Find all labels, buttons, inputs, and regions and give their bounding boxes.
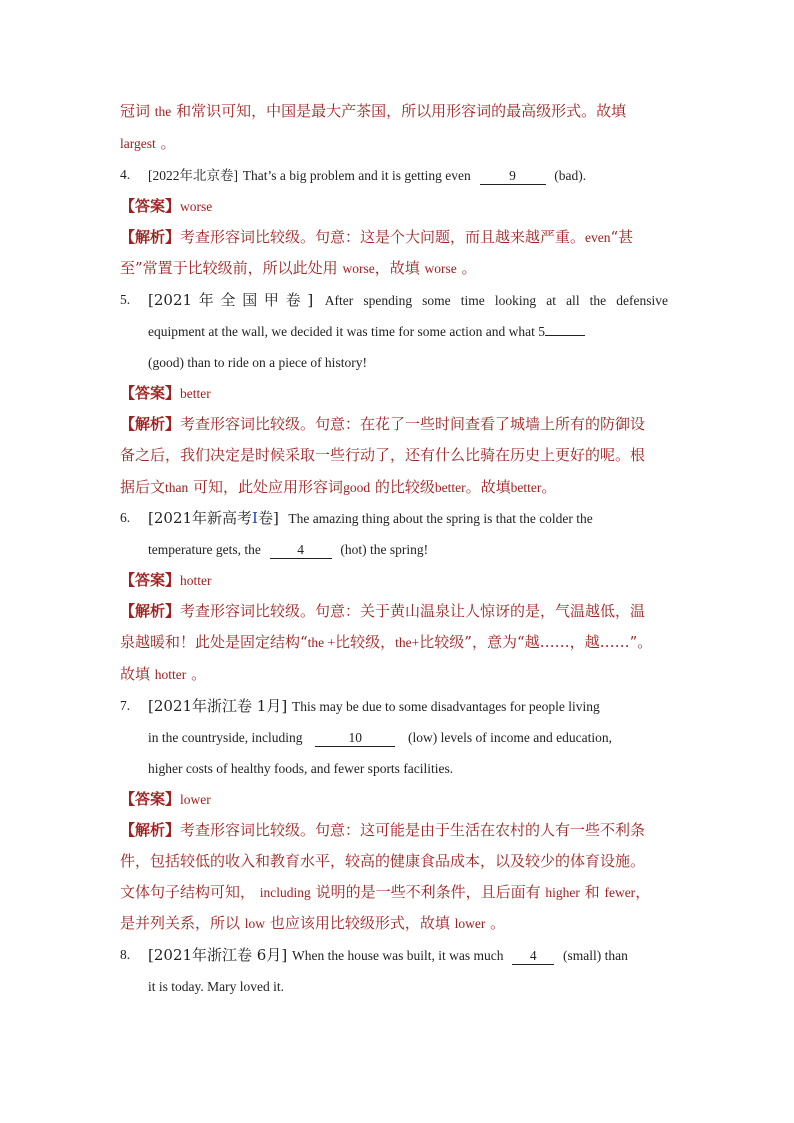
explanation-7-cont: 是并列关系，所以 low 也应该用比较级形式，故填 lower 。 xyxy=(120,914,506,932)
question-number: 7. xyxy=(120,698,131,713)
explanation-7-cont: 件，包括较低的收入和教育水平，较高的健康食品成本，以及较少的体育设施。 xyxy=(120,852,646,870)
question-8: [2021年浙江卷 6月] When the house was built, it was much 4 (small) than xyxy=(148,946,628,964)
question-source: [2022年北京卷] xyxy=(148,168,238,183)
answer-blank: 4 xyxy=(270,542,332,559)
question-6: [2021年新高考Ⅰ卷] The amazing thing about the spring is that the colder the xyxy=(148,509,593,527)
explanation-5: 【解析】考查形容词比较级。句意：在花了一些时间查看了城墙上所有的防御设 xyxy=(120,415,646,433)
question-4: [2022年北京卷] That’s a big problem and it is getting even 9 (bad). xyxy=(148,168,587,183)
question-source: [2021年浙江卷 6月] xyxy=(148,946,288,964)
answer-6: 【答案】hotter xyxy=(120,571,212,589)
explanation-5-cont: 备之后，我们决定是时候采取一些行动了，还有什么比骑在历史上更好的呢。根 xyxy=(120,446,646,464)
question-7-line3: higher costs of healthy foods, and fewer sports facilities. xyxy=(148,761,454,776)
question-number: 8. xyxy=(120,947,131,962)
question-number: 6. xyxy=(120,510,131,525)
question-number: 4. xyxy=(120,167,131,182)
question-source: [2021年全国甲卷] xyxy=(148,291,314,309)
answer-blank: 10 xyxy=(315,730,395,747)
answer-4: 【答案】worse xyxy=(120,197,213,215)
answer-7: 【答案】lower xyxy=(120,790,211,808)
answer-5: 【答案】better xyxy=(120,384,211,402)
question-5: [2021年全国甲卷] After spending some time looking at all the defensive xyxy=(148,291,668,309)
explanation-4: 【解析】考查形容词比较级。句意：这是个大问题，而且越来越严重。even“甚 xyxy=(120,228,634,246)
question-6-line2: temperature gets, the 4 (hot) the spring! xyxy=(148,542,429,557)
explanation-7-cont: 文体句子结构可知， including 说明的是一些不利条件，且后面有 higher 和 fewer， xyxy=(120,883,651,901)
question-source: [2021年新高考Ⅰ卷] xyxy=(148,509,279,527)
explanation-6: 【解析】考查形容词比较级。句意：关于黄山温泉让人惊讶的是，气温越低，温 xyxy=(120,602,646,620)
explanation-7: 【解析】考查形容词比较级。句意：这可能是由于生活在农村的人有一些不利条 xyxy=(120,821,646,839)
answer-blank: 9 xyxy=(480,168,546,185)
question-8-line2: it is today. Mary loved it. xyxy=(148,979,284,994)
explanation-6-cont: 故填 hotter 。 xyxy=(120,665,207,683)
explanation-continuation: largest 。 xyxy=(120,134,176,152)
explanation-6-cont: 泉越暖和！此处是固定结构“the +比较级，the+比较级”，意为“越……，越……”。 xyxy=(120,633,653,651)
question-number: 5. xyxy=(120,292,131,307)
explanation-4-cont: 至”常置于比较级前，所以此处用 worse，故填 worse 。 xyxy=(120,259,477,277)
question-5-line3: (good) than to ride on a piece of history! xyxy=(148,355,367,370)
answer-blank xyxy=(545,335,585,336)
question-7-line2: in the countryside, including 10 (low) levels of income and education, xyxy=(148,730,612,745)
explanation-5-cont: 据后文than 可知，此处应用形容词good 的比较级better。故填better。 xyxy=(120,478,557,496)
question-5-line2: equipment at the wall, we decided it was time for some action and what 5 xyxy=(148,321,678,342)
explanation-continuation: 冠词 the 和常识可知，中国是最大产茶国，所以用形容词的最高级形式。故填 xyxy=(120,102,627,120)
answer-blank: 4 xyxy=(512,948,554,965)
question-source: [2021年浙江卷 1月] xyxy=(148,697,288,715)
question-7: [2021年浙江卷 1月] This may be due to some disadvantages for people living xyxy=(148,697,600,715)
